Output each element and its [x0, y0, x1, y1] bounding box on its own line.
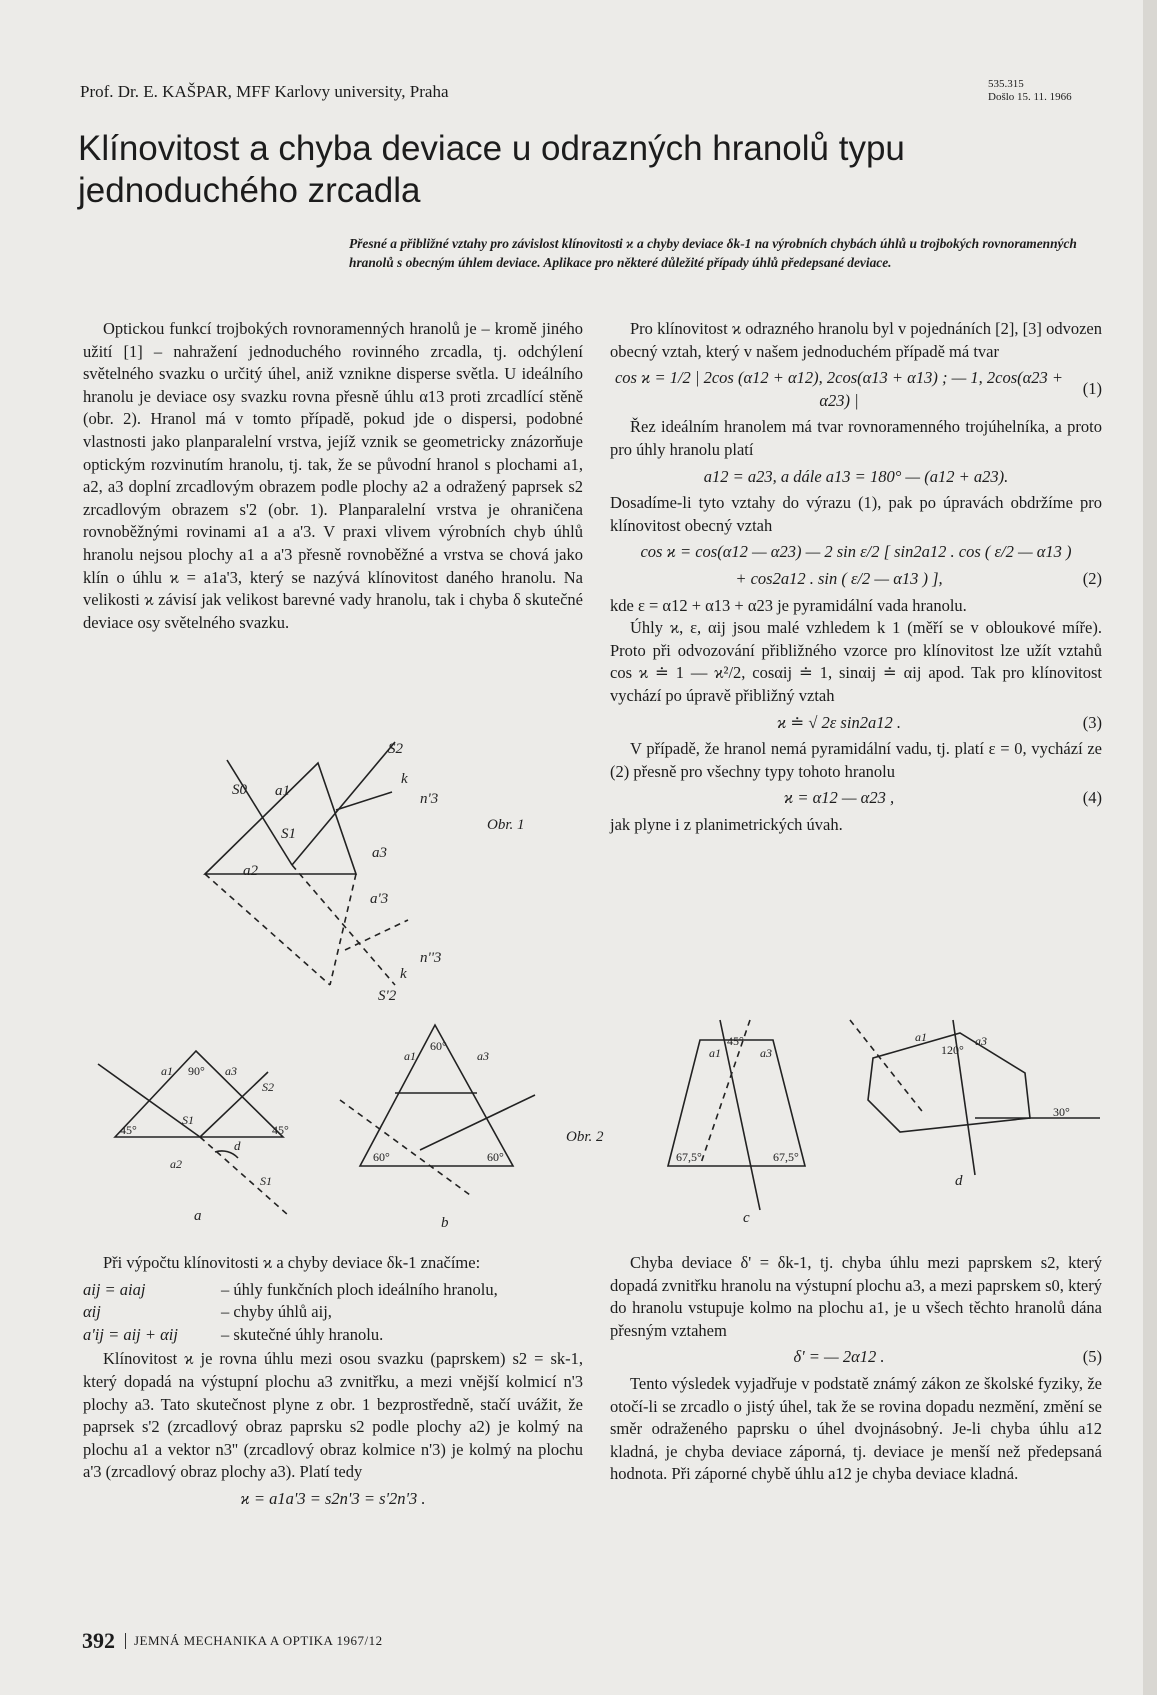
page-footer [82, 1628, 383, 1654]
received-date: Došlo 15. 11. 1966 [988, 91, 1072, 103]
equation-number: (4) [1082, 788, 1102, 808]
figure-2d-letter: d [955, 1173, 963, 1189]
equation-formula: ϰ = a1a'3 = s2n'3 = s'2n'3 . [240, 1488, 426, 1508]
figure-1-ray-s0 [227, 760, 292, 865]
equation-5 [610, 1346, 1102, 1369]
paragraph: Úhly ϰ, ε, αij jsou malé vzhledem k 1 (měří se v obloukové míře). Proto při odvozování přibližného vzorce pro klínovitost lze užít vztahů cos ϰ ≐ 1 — ϰ²/2, cosαij ≐ 1, sinαij ≐ αij apod. Tak pro klínovitost vychází po úpravě přibližný vztah [610, 618, 1102, 705]
figure-2a-label: S1 [260, 1174, 272, 1188]
figure-2c-diagram [668, 1020, 805, 1210]
figure-1-label: a1 [275, 783, 290, 799]
author-line: Prof. Dr. E. KAŠPAR, MFF Karlovy university, Praha [80, 82, 449, 101]
definition-text: – chyby úhlů aij, [221, 1302, 332, 1322]
paragraph: Tento výsledek vyjadřuje v podstatě známý zákon ze školské fyziky, že otočí-li se zrcadlo o jistý úhel, tak že se rovina dopadu nezmění, změní se směr odraženého paprsku o úhel dvojnásobný. Je-li chyba úhlu a12 kladná, je chyba deviace záporná, tj. deviace je menší než předepsaná hodnota. Při záporné chybě úhlu a12 je chyba deviace kladná. [610, 1373, 1102, 1484]
figure-1-label: S'2 [378, 988, 397, 1004]
paragraph: Optickou funkcí trojbokých rovnoramenných hranolů je – kromě jiného užití [1] – nahražení jednoduchého rovinného zrcadla, tj. odchýlení světelného svazku o určitý úhel, aniž vznikne disperse světla. U ideálního hranolu je deviace osy svazku rovna přesně úhlu α13 proti zrcadlící stěně (obr. 2). Hranol má v tomto případě, pokud jde o dispersi, podobné vlastnosti jako planparalelní vrstva, jejíž vznik se geometricky znázorňuje optickým rozvinutím hranolu, tj. tak, že se původní hranol s plochami a1, a2, a3 doplní zrcadlovým obrazem podle plochy a2 a odražený paprsek s2 zrcadlovým obrazem s'2 (obr. 1). Planparalelní vrstva je ohraničena rovnoběžnými rovinami a1 a a'3. V praxi vlivem výrobních chyb úhlů hranolu nejsou plochy a1 a a'3 přesně rovnoběžné a vrstva se chová jako klín o úhlu ϰ = a1a'3, který se nazývá klínovitost daného hranolu. Na velikosti ϰ závisí jak velikost barevné vady hranolu, tak i chyba δ skutečné deviace osy světelného svazku. [83, 319, 583, 632]
paragraph: Klínovitost ϰ je rovna úhlu mezi osou svazku (paprskem) s2 = sk-1, který dopadá na výstupní plochu a3 zvnitřku, a mezi vnější kolmicí n'3 plochy a3. Tato skutečnost plyne z obr. 1 bezprostředně, stačí uvážit, že paprsek s'2 (zrcadlový obraz paprsku s2 podle plochy a2) je kolmý na plochu a1 a vektor n3'' (zrcadlový obraz kolmice n'3) je kolmý na plochu a'3 (zrcadlový obraz plochy a3). Platí tedy [83, 1349, 583, 1482]
figure-2c-ray [720, 1020, 760, 1210]
equation-formula: + cos2a12 . sin ( ε/2 — α13 ) ], [735, 568, 943, 588]
figure-2a-letter: a [194, 1208, 202, 1224]
figure-2c-angle: 67,5° [676, 1150, 702, 1164]
definition-symbol: a'ij = aij + αij [83, 1324, 178, 1344]
paragraph: Chyba deviace δ' = δk-1, tj. chyba úhlu mezi paprskem s2, který dopadá zvnitřku hranolu na výstupní plochu a3, a mezi paprskem s0, který do hranolu vstupuje kolmo na plochu a1, je u všech těchto hranolů dána přesným vztahem [610, 1253, 1102, 1340]
figure-1-ray-s2-image [292, 865, 395, 985]
abstract: Přesné a přibližné vztahy pro závislost klínovitosti ϰ a chyby deviace δk-1 na výrobních chybách úhlů u trojbokých rovnoramenných hranolů s obecným úhlem deviace. Aplikace pro některé důležité případy úhlů předepsané deviace. [349, 236, 1077, 270]
figure-1-mirror-face [205, 874, 330, 985]
paragraph: kde ε = α12 + α13 + α23 je pyramidální vada hranolu. [610, 595, 967, 615]
definition-symbol: aij = aiaj [83, 1279, 146, 1299]
column-left-bottom [83, 1252, 583, 1515]
udc-code: 535.315 [988, 78, 1024, 90]
paragraph: Řez ideálním hranolem má tvar rovnoramenného trojúhelníka, a proto pro úhly hranolu platí [610, 417, 1102, 459]
figure-1-label: k [400, 966, 407, 982]
page-number: 392 [82, 1628, 115, 1653]
figure-2a-angle: 45° [272, 1123, 289, 1137]
journal-name: JEMNÁ MECHANIKA A OPTIKA 1967/12 [134, 1633, 383, 1648]
figure-2c-label: a1 [709, 1046, 721, 1060]
figure-1-label: S0 [232, 782, 247, 798]
paragraph: Dosadíme-li tyto vztahy do výrazu (1), pak po úpravách obdržíme pro klínovitost obecný vztah [610, 493, 1102, 535]
article-title: Klínovitost a chyba deviace u odrazných hranolů typu jednoduchého zrcadla [78, 129, 905, 210]
footer-divider [125, 1633, 126, 1649]
equation-formula: cos ϰ = cos(α12 — α23) — 2 sin ε/2 [ sin2a12 . cos ( ε/2 — α13 ) [640, 542, 1072, 562]
definition-row [83, 1324, 583, 1347]
equation-number: (5) [1082, 1347, 1102, 1367]
figure-2-caption: Obr. 2 [566, 1129, 604, 1145]
figure-2a-angle: 45° [120, 1123, 137, 1137]
definition-row [83, 1301, 583, 1324]
figure-2a-label: a1 [161, 1064, 173, 1078]
figure-2b-letter: b [441, 1215, 449, 1231]
column-right-bottom [610, 1252, 1102, 1486]
equation-number: (1) [1082, 379, 1102, 399]
figure-1-label: a'3 [370, 891, 389, 907]
figure-2b-angle: 60° [487, 1150, 504, 1164]
figure-1-label: n'3 [420, 791, 439, 807]
paragraph: Při výpočtu klínovitosti ϰ a chyby deviace δk-1 značíme: [103, 1253, 481, 1272]
figure-2b-angle: 60° [373, 1150, 390, 1164]
figure-1-label: S2 [388, 741, 403, 757]
figure-2a-label: S2 [262, 1080, 274, 1094]
definition-row [83, 1279, 583, 1302]
figure-2c-label: a3 [760, 1046, 772, 1060]
definition-text: – úhly funkčních ploch ideálního hranolu, [221, 1279, 498, 1299]
figure-2c-angle: 67,5° [773, 1150, 799, 1164]
figure-2c-prism [668, 1040, 805, 1166]
equation-formula: ϰ = α12 — α23 , [783, 788, 895, 808]
figure-1-label: n''3 [420, 950, 442, 966]
figure-1-label: a3 [372, 845, 387, 861]
definitions-list [83, 1279, 583, 1347]
figure-2d-label: a1 [915, 1030, 927, 1044]
figure-2d-ray-image [850, 1020, 925, 1115]
paragraph: V případě, že hranol nemá pyramidální vadu, tj. platí ε = 0, vychází ze (2) přesně pro všechny typy tohoto hranolu [610, 739, 1102, 781]
equation-formula: ϰ ≐ √ 2ε sin2a12 . [777, 712, 901, 732]
equation-formula: cos ϰ = 1/2 | 2cos (α12 + α12), 2cos(α13 + α13) ; — 1, 2cos(α23 + α23) | [614, 368, 1064, 410]
figure-1-normal [336, 792, 392, 810]
figure-2b-ray [340, 1100, 470, 1195]
figure-1-label: S1 [281, 826, 296, 842]
equation-kappa [83, 1488, 583, 1511]
figure-2b-label: a3 [477, 1049, 489, 1063]
figure-1-label: k [401, 771, 408, 787]
figure-2a-label: a2 [170, 1157, 182, 1171]
figure-1-mirror-face [330, 874, 356, 985]
definition-text: – skutečné úhly hranolu. [221, 1324, 384, 1344]
equation-number: (3) [1082, 712, 1102, 732]
equation-formula: a12 = a23, a dále a13 = 180° — (a12 + a23). [703, 466, 1009, 486]
figure-2d-label: a3 [975, 1034, 987, 1048]
figure-1-caption: Obr. 1 [487, 817, 525, 833]
paragraph: Pro klínovitost ϰ odrazného hranolu byl v pojednáních [2], [3] odvozen obecný vztah, který v našem jednoduchém případě má tvar [610, 319, 1102, 361]
figure-2a-label: d [234, 1138, 241, 1153]
equation-formula: δ' = — 2α12 . [793, 1347, 885, 1367]
figure-2c-angle: 45° [727, 1034, 744, 1048]
figure-2a-label: a3 [225, 1064, 237, 1078]
figure-2c-letter: c [743, 1210, 750, 1226]
figure-1-prism [205, 763, 356, 874]
figure-2a-ray [200, 1072, 268, 1137]
figure-1-label: a2 [243, 863, 258, 879]
figure-1-normal-image [345, 920, 408, 950]
figure-2a-ray-image [200, 1137, 288, 1215]
definition-symbol: αij [83, 1302, 101, 1322]
figure-2a-angle: 90° [188, 1064, 205, 1078]
figure-2d-angle: 30° [1053, 1105, 1070, 1119]
figure-2b-label: a1 [404, 1049, 416, 1063]
figure-2b-angle: 60° [430, 1039, 447, 1053]
figure-2a-label: S1 [182, 1113, 194, 1127]
figure-1-diagram [205, 742, 408, 985]
paragraph: jak plyne i z planimetrických úvah. [610, 814, 843, 834]
figure-2d-angle: 120° [941, 1043, 964, 1057]
equation-number: (2) [1082, 568, 1102, 588]
